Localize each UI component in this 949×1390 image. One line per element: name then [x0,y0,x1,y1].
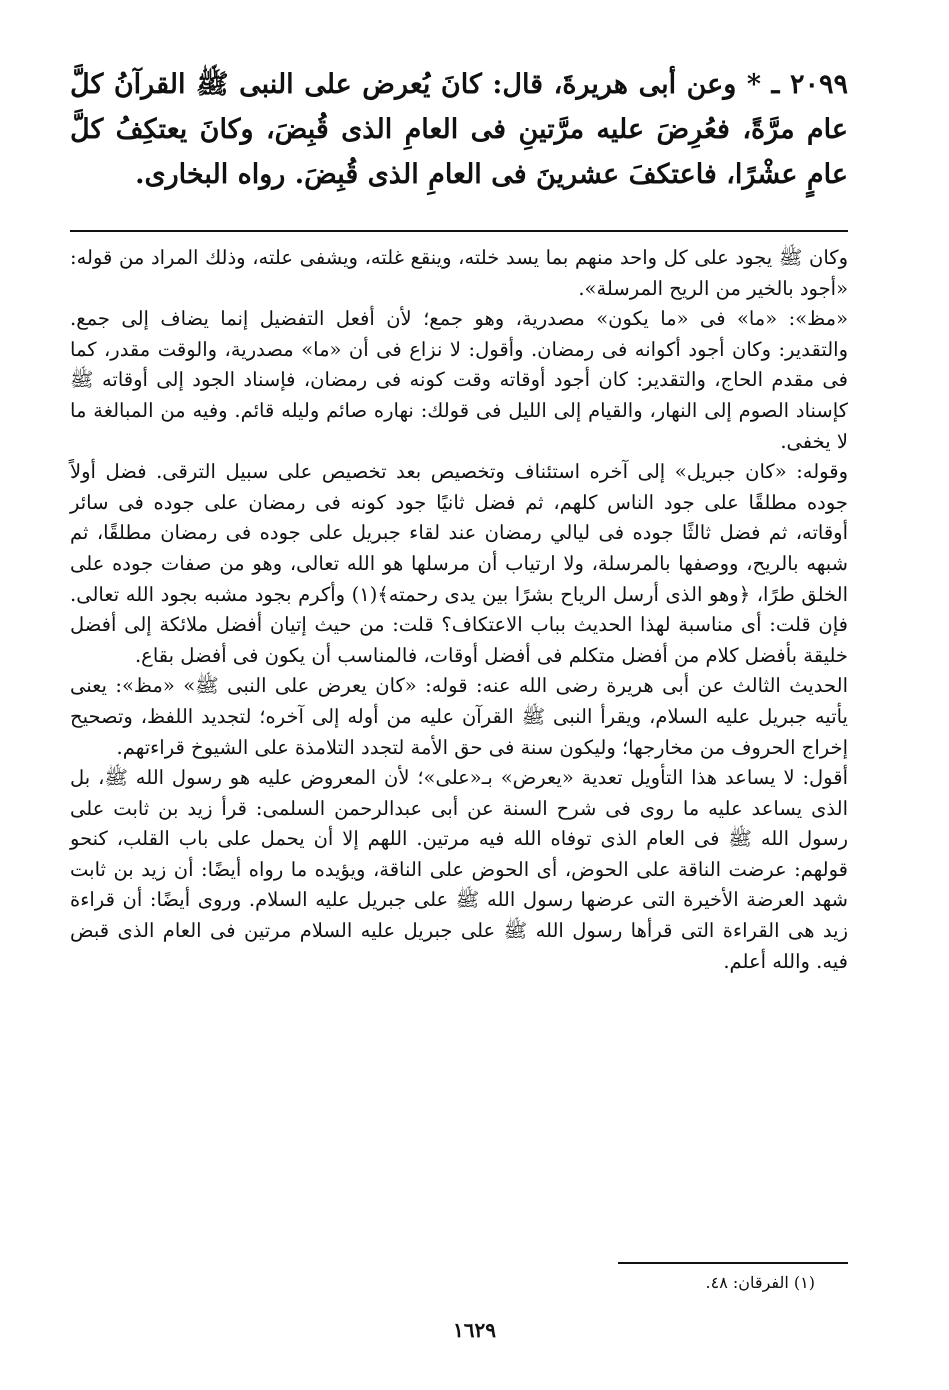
footnote: (١) الفرقان: ٤٨. [705,1273,815,1292]
commentary-paragraph: وقوله: «كان جبريل» إلى آخره استئناف وتخصيص بعد تخصيص على سبيل الترقى. فضل أولاً جوده مطلقًا على جود الناس كلهم، ثم فضل ثانيًا جود كونه فى رمضان على جوده فى سائر أوقاته، ثم فضل ثالثًا جوده فى ليالي رمضان عند لقاء جبريل على جوده فى رمضان مطلقًا، ثم شبهه بالريح، ووصفها بالمرسلة، ولا ارتياب أن مرسلها هو الله تعالى، وهو من صفات جوده على الخلق طرًا، ﴿وهو الذى أرسل الرياح بشرًا بين يدى رحمته﴾(١) وأكرم بجود مشبه بجود الله تعالى. فإن قلت: أى مناسبة لهذا الحديث بباب الاعتكاف؟ قلت: من حيث إتيان أفضل ملائكة إلى أفضل خليقة بأفضل كلام من أفضل متكلم فى أفضل أوقات، فالمناسب أن يكون فى أفضل بقاع. [70,460,848,667]
commentary-paragraph: وكان ﷺ يجود على كل واحد منهم بما يسد خلته، وينقع غلته، ويشفى علته، وذلك المراد من قوله: «أجود بالخير من الريح المرسلة». [70,246,848,300]
commentary-block [70,243,848,977]
hadith-text: ٢٠٩٩ ـ * وعن أبى هريرةَ، قال: كانَ يُعرض على النبى ﷺ القرآنُ كلَّ عام مرَّةً، فعُرِضَ عليه مرَّتينِ فى العامِ الذى قُبِضَ، وكانَ يعتكِفُ كلَّ عامٍ عشْرًا، فاعتكفَ عشرينَ فى العامِ الذى قُبِضَ. رواه البخارى. [70,69,848,190]
page-number: ١٦٢٩ [453,1318,496,1342]
commentary-paragraph: الحديث الثالث عن أبى هريرة رضى الله عنه: قوله: «كان يعرض على النبى ﷺ» «مظ»: يعنى يأتيه جبريل عليه السلام، ويقرأ النبى ﷺ القرآن عليه من أوله إلى آخره؛ لتجديد اللفظ، وتصحيح إخراج الحروف من مخارجها؛ وليكون سنة فى حق الأمة لتجدد التلامذة على الشيوخ قراءتهم. [70,674,848,759]
commentary-paragraph: أقول: لا يساعد هذا التأويل تعدية «يعرض» بـ«على»؛ لأن المعروض عليه هو رسول الله ﷺ، بل الذى يساعد عليه ما روى فى شرح السنة عن أبى عبدالرحمن السلمى: قرأ زيد بن ثابت على رسول الله ﷺ فى العام الذى توفاه الله فيه مرتين. اللهم إلا أن يحمل على باب القلب، كنحو قولهم: عرضت الناقة على الحوض، أى الحوض على الناقة، ويؤيده ما رواه أيضًا: أن زيد بن ثابت شهد العرضة الأخيرة التى عرضها رسول الله ﷺ على جبريل عليه السلام. وروى أيضًا: أن قراءة زيد هى القراءة التى قرأها رسول الله ﷺ على جبريل عليه السلام مرتين فى العام الذى قبض فيه. والله أعلم. [70,766,848,973]
footnote-separator [618,1262,848,1264]
hadith-block [70,62,848,197]
commentary-paragraph: «مظ»: «ما» فى «ما يكون» مصدرية، وهو جمع؛ لأن أفعل التفضيل إنما يضاف إلى جمع. والتقدير: وكان أجود أكوانه فى رمضان. وأقول: لا نزاع فى أن «ما» مصدرية، والوقت مقدر، كما فى مقدم الحاج، والتقدير: كان أجود أوقاته وقت كونه فى رمضان، فإسناد الجود إلى أوقاته ﷺ كإسناد الصوم إلى النهار، والقيام إلى الليل فى قولك: نهاره صائم وليله قائم. وفيه من المبالغة ما لا يخفى. [70,307,848,453]
separator-line [70,230,848,232]
